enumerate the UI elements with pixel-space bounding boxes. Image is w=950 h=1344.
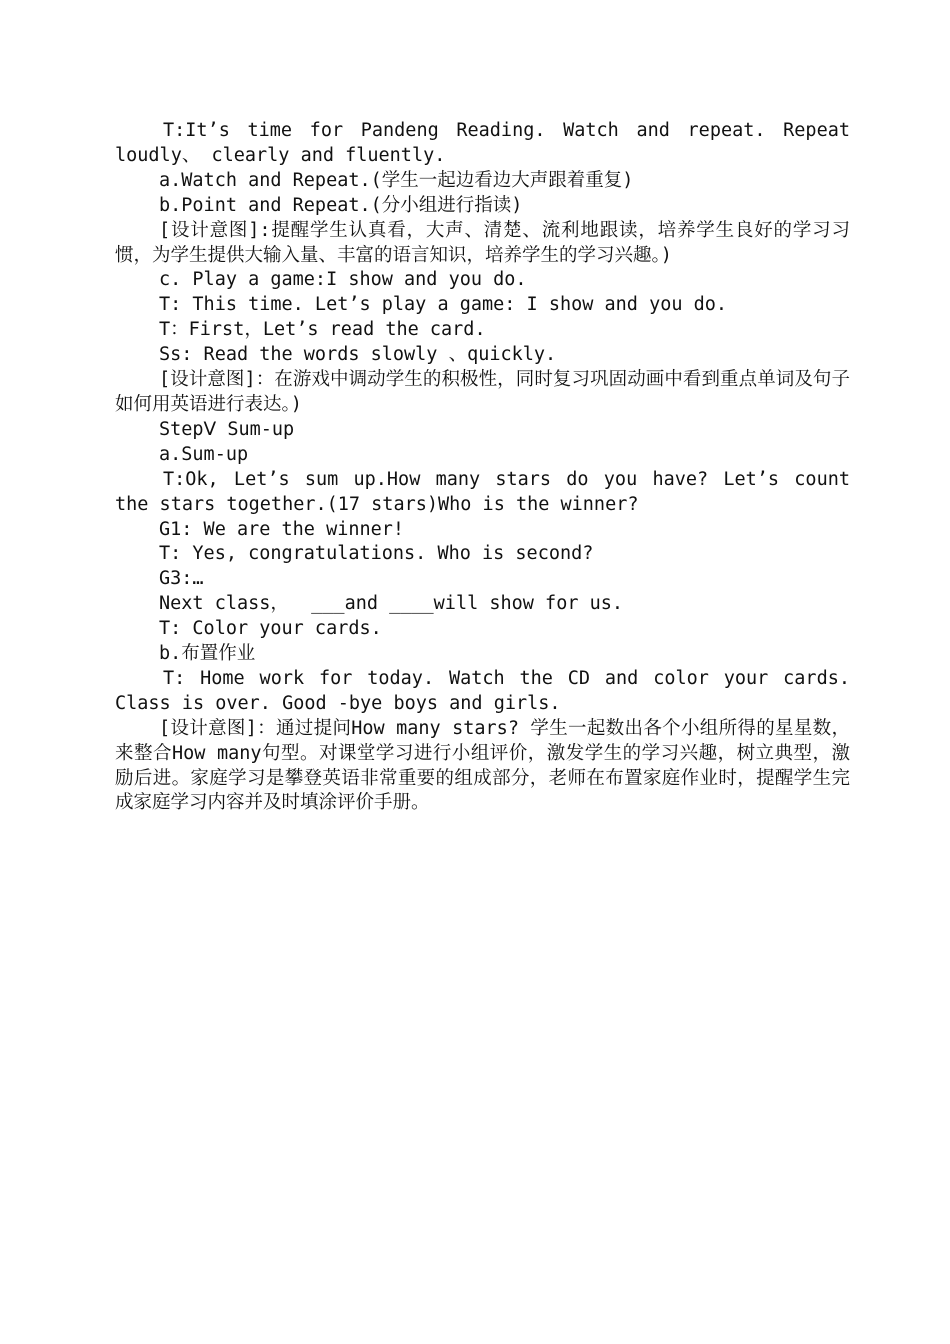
- paragraph-g3: G3:…: [159, 568, 204, 590]
- paragraph-next-class: Next class， ___and ____will show for us.: [159, 593, 624, 615]
- paragraph-play-game: c. Play a game:I show and you do.: [159, 269, 527, 291]
- paragraph-this-time: T: This time. Let’s play a game: I show and you do.: [159, 294, 728, 316]
- paragraph-point-repeat: b.Point and Repeat.(分小组进行指读): [159, 194, 523, 216]
- paragraph-count-stars: T:Ok, Let’s sum up.How many stars do you have? Let’s count the stars together.(17 stars)Who is the winner?: [115, 468, 850, 515]
- paragraph-read-words: Ss: Read the words slowly 、quickly.: [159, 344, 557, 366]
- paragraph-design-intent-2: [设计意图]：在游戏中调动学生的积极性，同时复习巩固动画中看到重点单词及句子如何用英语进行表达。): [115, 369, 850, 415]
- paragraph-sum-up: a.Sum-up: [159, 443, 249, 465]
- paragraph-homework-heading: b.布置作业: [159, 643, 256, 665]
- paragraph-design-intent-1: [设计意图]:提醒学生认真看，大声、清楚、流利地跟读，培养学生良好的学习习惯，为学生提供大输入量、丰富的语言知识，培养学生的学习兴趣。): [115, 219, 850, 266]
- paragraph-pandeng-reading: T:It’s time for Pandeng Reading. Watch and repeat. Repeat loudly、 clearly and fluently.: [115, 120, 850, 166]
- paragraph-watch-repeat: a.Watch and Repeat.(学生一起边看边大声跟着重复): [159, 169, 634, 191]
- paragraph-g1-winner: G1: We are the winner!: [159, 518, 405, 540]
- document-body: [115, 119, 850, 816]
- paragraph-homework: T: Home work for today. Watch the CD and color your cards. Class is over. Good -bye boys and girls.: [115, 667, 850, 714]
- paragraph-read-card: T：First，Let’s read the card.: [159, 319, 486, 341]
- paragraph-step-v: StepⅤ Sum-up: [159, 418, 295, 440]
- paragraph-congratulations: T: Yes, congratulations. Who is second?: [159, 543, 594, 565]
- paragraph-color-cards: T: Color your cards.: [159, 618, 382, 640]
- paragraph-design-intent-3: [设计意图]：通过提问How many stars? 学生一起数出各个小组所得的星星数，来整合How many句型。对课堂学习进行小组评价，激发学生的学习兴趣，树立典型，激励后进。家庭学习是攀登英语非常重要的组成部分，老师在布置家庭作业时，提醒学生完成家庭学习内容并及时填涂评价手册。: [115, 717, 850, 814]
